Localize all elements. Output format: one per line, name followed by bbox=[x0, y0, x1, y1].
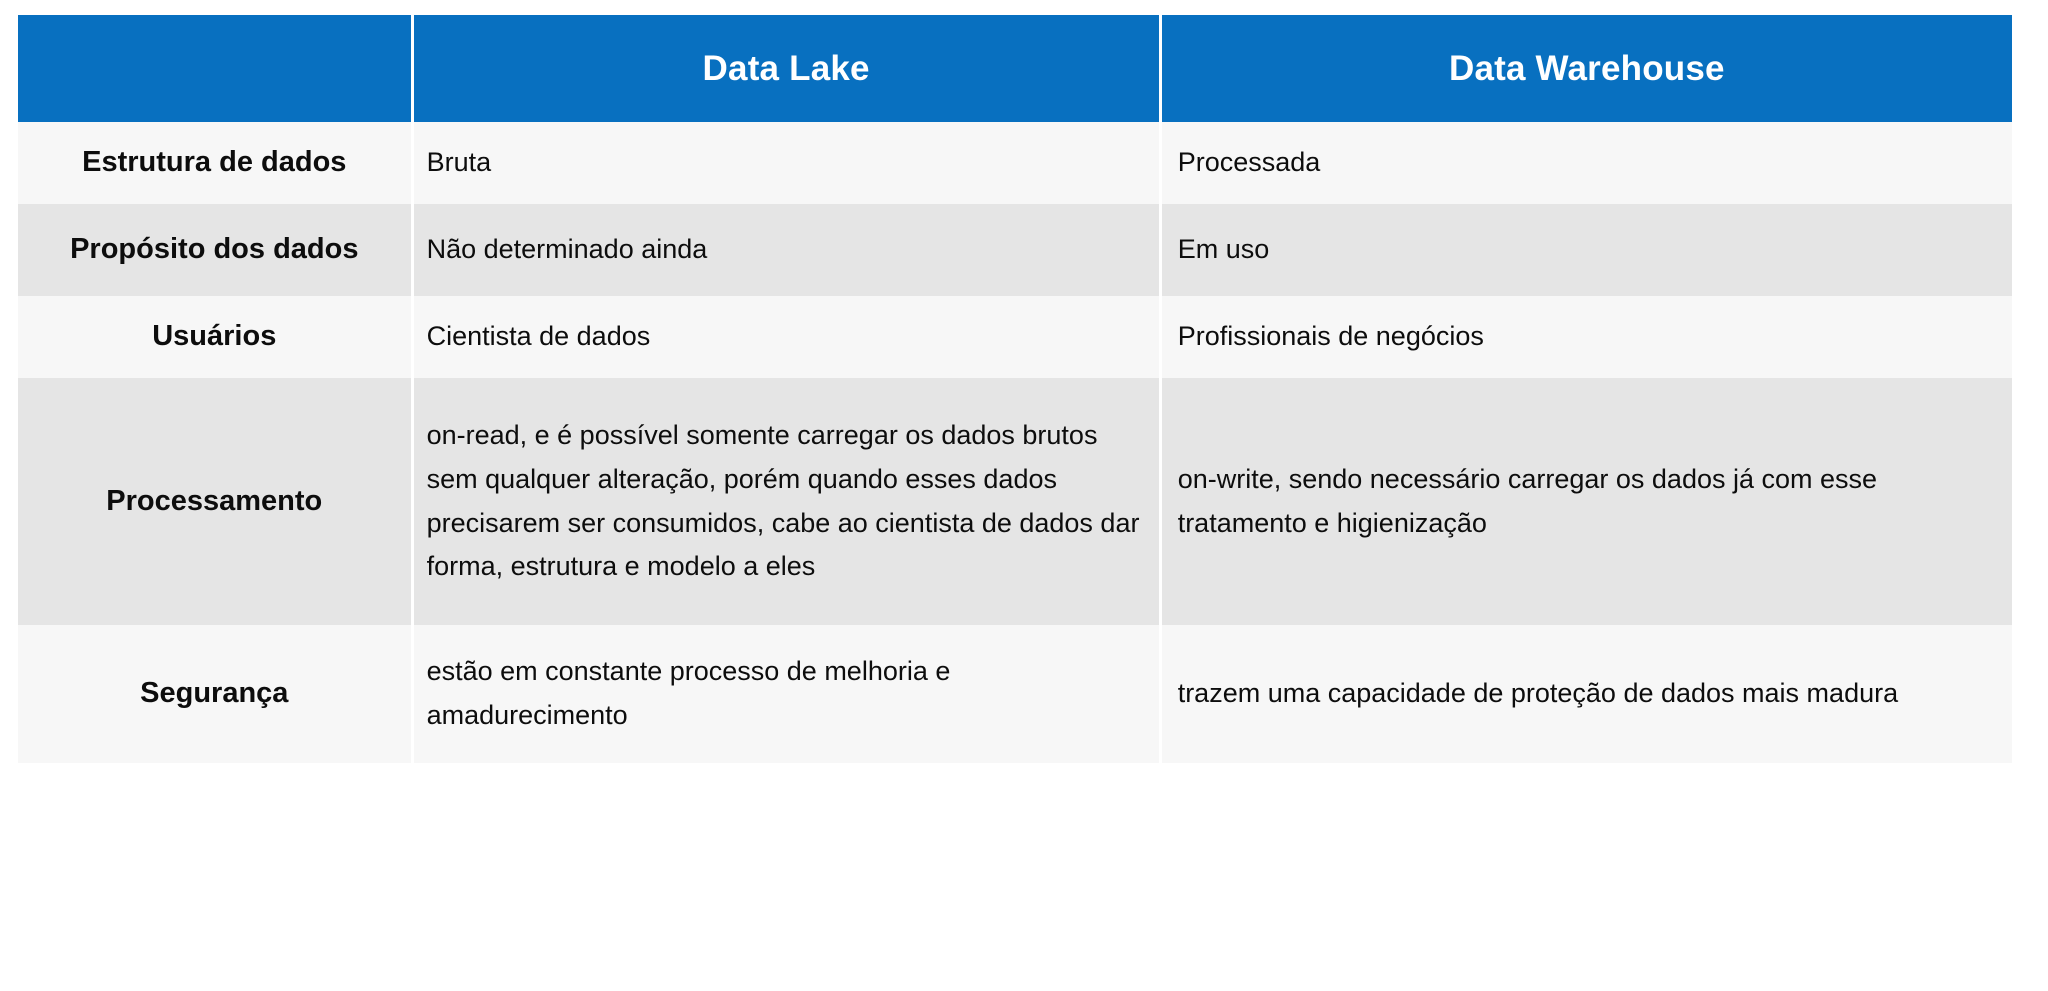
row-label-processamento: Processamento bbox=[18, 378, 411, 625]
cell-usuarios-data-lake: Cientista de dados bbox=[414, 296, 1159, 378]
table-row bbox=[18, 296, 2012, 378]
table-row bbox=[18, 625, 2012, 763]
table-body bbox=[18, 122, 2012, 763]
table-row bbox=[18, 204, 2012, 296]
cell-processamento-data-warehouse: on-write, sendo necessário carregar os dados já com esse tratamento e higienização bbox=[1162, 378, 2012, 625]
header-row bbox=[18, 15, 2012, 122]
cell-usuarios-data-warehouse: Profissionais de negócios bbox=[1162, 296, 2012, 378]
cell-processamento-data-lake: on-read, e é possível somente carregar os dados brutos sem qualquer alteração, porém quando esses dados precisarem ser consumidos, cabe ao cientista de dados dar forma, estrutura e modelo a eles bbox=[414, 378, 1159, 625]
column-header-data-warehouse: Data Warehouse bbox=[1162, 15, 2012, 122]
cell-seguranca-data-lake: estão em constante processo de melhoria e amadurecimento bbox=[414, 625, 1159, 763]
table-row bbox=[18, 378, 2012, 625]
column-header-data-lake: Data Lake bbox=[414, 15, 1159, 122]
cell-estrutura-data-warehouse: Processada bbox=[1162, 122, 2012, 204]
table-row bbox=[18, 122, 2012, 204]
cell-proposito-data-warehouse: Em uso bbox=[1162, 204, 2012, 296]
header-corner-cell bbox=[18, 15, 411, 122]
cell-proposito-data-lake: Não determinado ainda bbox=[414, 204, 1159, 296]
row-label-usuarios: Usuários bbox=[18, 296, 411, 378]
row-label-seguranca: Segurança bbox=[18, 625, 411, 763]
row-label-estrutura-de-dados: Estrutura de dados bbox=[18, 122, 411, 204]
data-lake-vs-data-warehouse-table bbox=[15, 15, 2015, 763]
cell-estrutura-data-lake: Bruta bbox=[414, 122, 1159, 204]
row-label-proposito-dos-dados: Propósito dos dados bbox=[18, 204, 411, 296]
cell-seguranca-data-warehouse: trazem uma capacidade de proteção de dados mais madura bbox=[1162, 625, 2012, 763]
table-header bbox=[18, 15, 2012, 122]
